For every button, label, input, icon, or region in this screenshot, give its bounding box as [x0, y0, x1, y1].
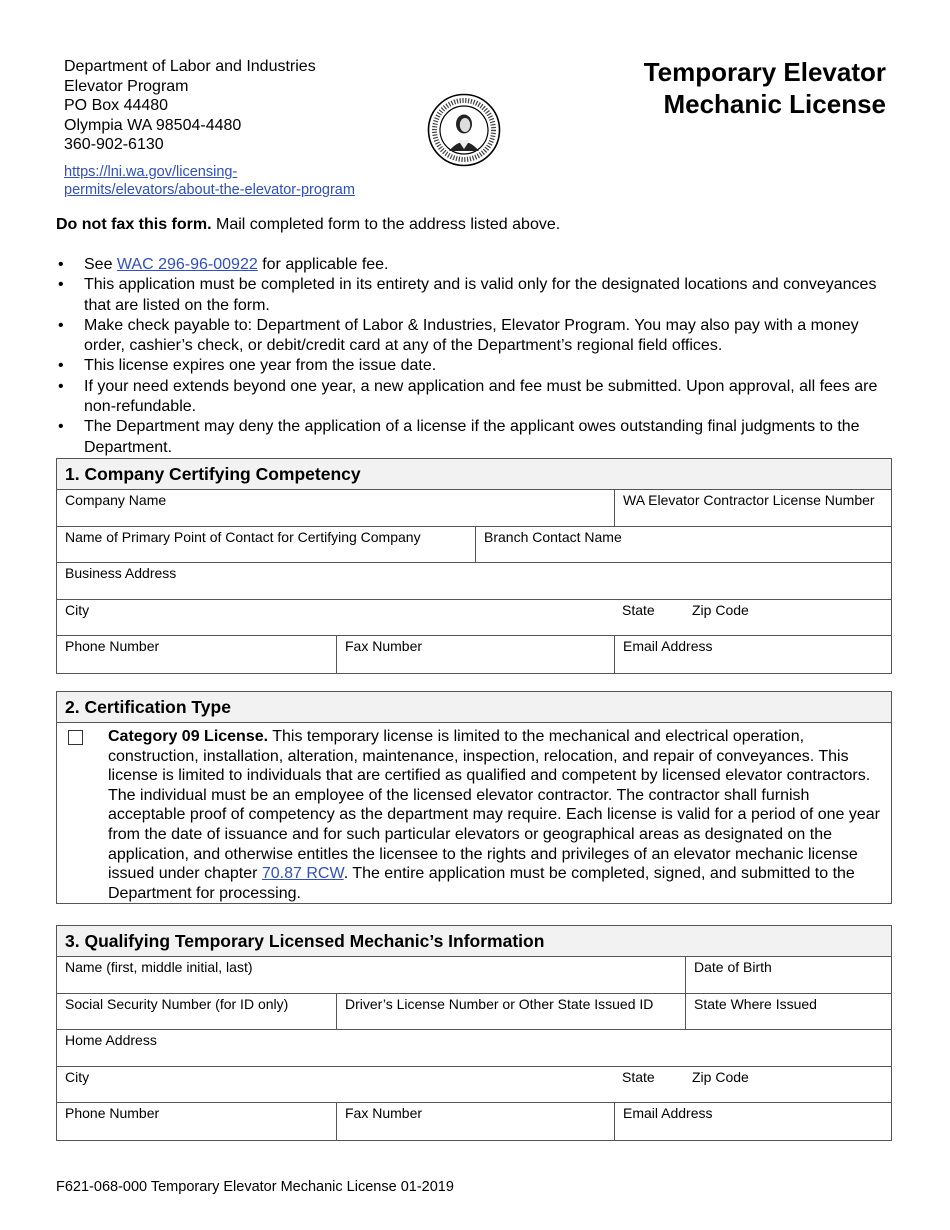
- program-url-line-1[interactable]: https://lni.wa.gov/licensing-: [64, 164, 238, 180]
- rcw-link[interactable]: 70.87 RCW: [261, 865, 344, 883]
- field-label: Social Security Number (for ID only): [65, 995, 289, 1012]
- field-label: Home Address: [65, 1032, 157, 1048]
- section-mechanic-info: [56, 925, 892, 1141]
- section-3-title: 3. Qualifying Temporary Licensed Mechanic’s Information: [57, 926, 891, 957]
- field-label: Date of Birth: [694, 959, 772, 975]
- wac-link[interactable]: WAC 296-96-00922: [116, 256, 258, 273]
- field-label: Zip Code: [692, 1068, 749, 1085]
- list-item: [56, 255, 892, 275]
- form-row: [57, 490, 891, 527]
- category-text: This temporary license is limited to the mechanical and electrical operation, construction, installation, alteration, maintenance, inspection, relocation, and repair of conveyances. This license is limited to individuals that are certified as qualified and competent by licensed elevator contractors. The individual must be an employee of the licensed elevator contractor. The contractor shall furnish acceptable proof of competency as the department may require. Each license is valid for a period of one year from the date of issuance and for such particular elevators or geographical areas as designated on the application, and otherwise entitles the licensee to the rights and privileges of an elevator mechanic license issued under chapter: [108, 728, 880, 883]
- mechanic-state-field[interactable]: [614, 1067, 684, 1103]
- field-label: Phone Number: [65, 638, 160, 654]
- form-title: [644, 56, 886, 120]
- form-row: [57, 563, 891, 600]
- mechanic-name-field[interactable]: [57, 957, 685, 993]
- field-label: Email Address: [623, 1105, 713, 1121]
- phone-field[interactable]: [57, 636, 336, 673]
- email-field[interactable]: [614, 636, 891, 673]
- zip-field[interactable]: [684, 600, 891, 636]
- mechanic-fax-field[interactable]: [336, 1103, 614, 1140]
- mail-instruction: [56, 216, 560, 234]
- fax-field[interactable]: [336, 636, 614, 673]
- mechanic-phone-field[interactable]: [57, 1103, 336, 1140]
- form-row: [57, 527, 891, 564]
- field-label: Fax Number: [345, 638, 423, 654]
- bullet-text: See: [84, 256, 117, 273]
- category-09-checkbox[interactable]: [68, 730, 83, 745]
- section-2-title: 2. Certification Type: [57, 692, 891, 723]
- field-label: Name of Primary Point of Contact for Certifying Company: [65, 528, 421, 545]
- section-company-certifying: [56, 458, 892, 674]
- nofax-bold: Do not fax this form.: [56, 216, 212, 233]
- drivers-license-field[interactable]: [336, 994, 685, 1030]
- list-item: • This application must be completed in its entirety and is valid only for the designated locations and conveyances that are listed on the form.: [56, 275, 892, 316]
- state-issued-field[interactable]: [685, 994, 891, 1030]
- category-end: . The entire application must be completed, signed, and submitted to the Department for processing.: [108, 865, 855, 902]
- category-09-option: [57, 723, 891, 903]
- form-row: [57, 1103, 891, 1140]
- mechanic-zip-field[interactable]: [684, 1067, 891, 1103]
- field-label: State: [622, 1068, 655, 1085]
- list-item: • If your need extends beyond one year, a new application and fee must be submitted. Upon approval, all fees are non-refundable.: [56, 377, 892, 418]
- instruction-list: [56, 255, 892, 458]
- address-line: PO Box 44480: [64, 97, 169, 114]
- category-bold: Category 09 License.: [108, 728, 269, 745]
- branch-contact-field[interactable]: [475, 527, 891, 563]
- dob-field[interactable]: [685, 957, 891, 993]
- bullet-text: for applicable fee.: [257, 256, 389, 273]
- field-label: Name (first, middle initial, last): [65, 959, 253, 975]
- address-line: Elevator Program: [64, 77, 189, 95]
- form-footer: F621-068-000 Temporary Elevator Mechanic License 01-2019: [56, 1179, 454, 1195]
- field-label: Zip Code: [692, 601, 749, 618]
- field-label: WA Elevator Contractor License Number: [623, 492, 875, 508]
- form-row: [57, 957, 891, 994]
- field-label: City: [65, 601, 90, 618]
- mechanic-email-field[interactable]: [614, 1103, 891, 1140]
- program-url-line-2[interactable]: permits/elevators/about-the-elevator-program: [64, 182, 355, 198]
- address-line: Department of Labor and Industries: [64, 58, 316, 75]
- form-row: [57, 600, 891, 637]
- agency-address: [64, 57, 316, 155]
- field-label: Fax Number: [345, 1105, 423, 1121]
- field-label: Branch Contact Name: [484, 528, 622, 545]
- form-title-line-1: Temporary Elevator: [643, 57, 886, 87]
- field-label: Email Address: [623, 638, 713, 654]
- field-label: Business Address: [65, 565, 177, 581]
- field-label: Company Name: [65, 492, 167, 508]
- field-label: Phone Number: [65, 1105, 160, 1121]
- business-address-field[interactable]: [57, 563, 891, 599]
- section-1-title: 1. Company Certifying Competency: [57, 459, 891, 490]
- primary-contact-field[interactable]: [57, 527, 475, 563]
- ssn-field[interactable]: [57, 994, 336, 1030]
- nofax-text: Mail completed form to the address listed above.: [211, 216, 561, 233]
- field-label: Driver’s License Number or Other State Issued ID: [345, 995, 654, 1012]
- form-row: [57, 994, 891, 1031]
- field-label: State Where Issued: [694, 995, 817, 1012]
- mechanic-city-field[interactable]: [57, 1067, 614, 1103]
- home-address-field[interactable]: [57, 1030, 891, 1066]
- program-url[interactable]: [64, 163, 355, 199]
- license-number-field[interactable]: [614, 490, 891, 526]
- form-row: [57, 636, 891, 673]
- field-label: City: [65, 1068, 90, 1085]
- section-certification-type: [56, 691, 892, 904]
- company-name-field[interactable]: [57, 490, 614, 526]
- list-item: • This license expires one year from the issue date.: [56, 356, 892, 376]
- field-label: State: [622, 601, 655, 618]
- form-row: [57, 1030, 891, 1067]
- form-row: [57, 1067, 891, 1104]
- address-line: Olympia WA 98504-4480: [64, 116, 242, 134]
- list-item: • The Department may deny the application of a license if the applicant owes outstanding final judgments to the Department.: [56, 417, 892, 458]
- city-field[interactable]: [57, 600, 614, 636]
- list-item: • Make check payable to: Department of Labor & Industries, Elevator Program. You may also pay with a money order, cashier’s check, or debit/credit card at any of the Department’s regional field offices.: [56, 316, 892, 357]
- form-title-line-2: Mechanic License: [663, 89, 886, 119]
- state-seal-icon: [427, 93, 501, 167]
- address-line: 360-902-6130: [64, 136, 164, 153]
- state-field[interactable]: [614, 600, 684, 636]
